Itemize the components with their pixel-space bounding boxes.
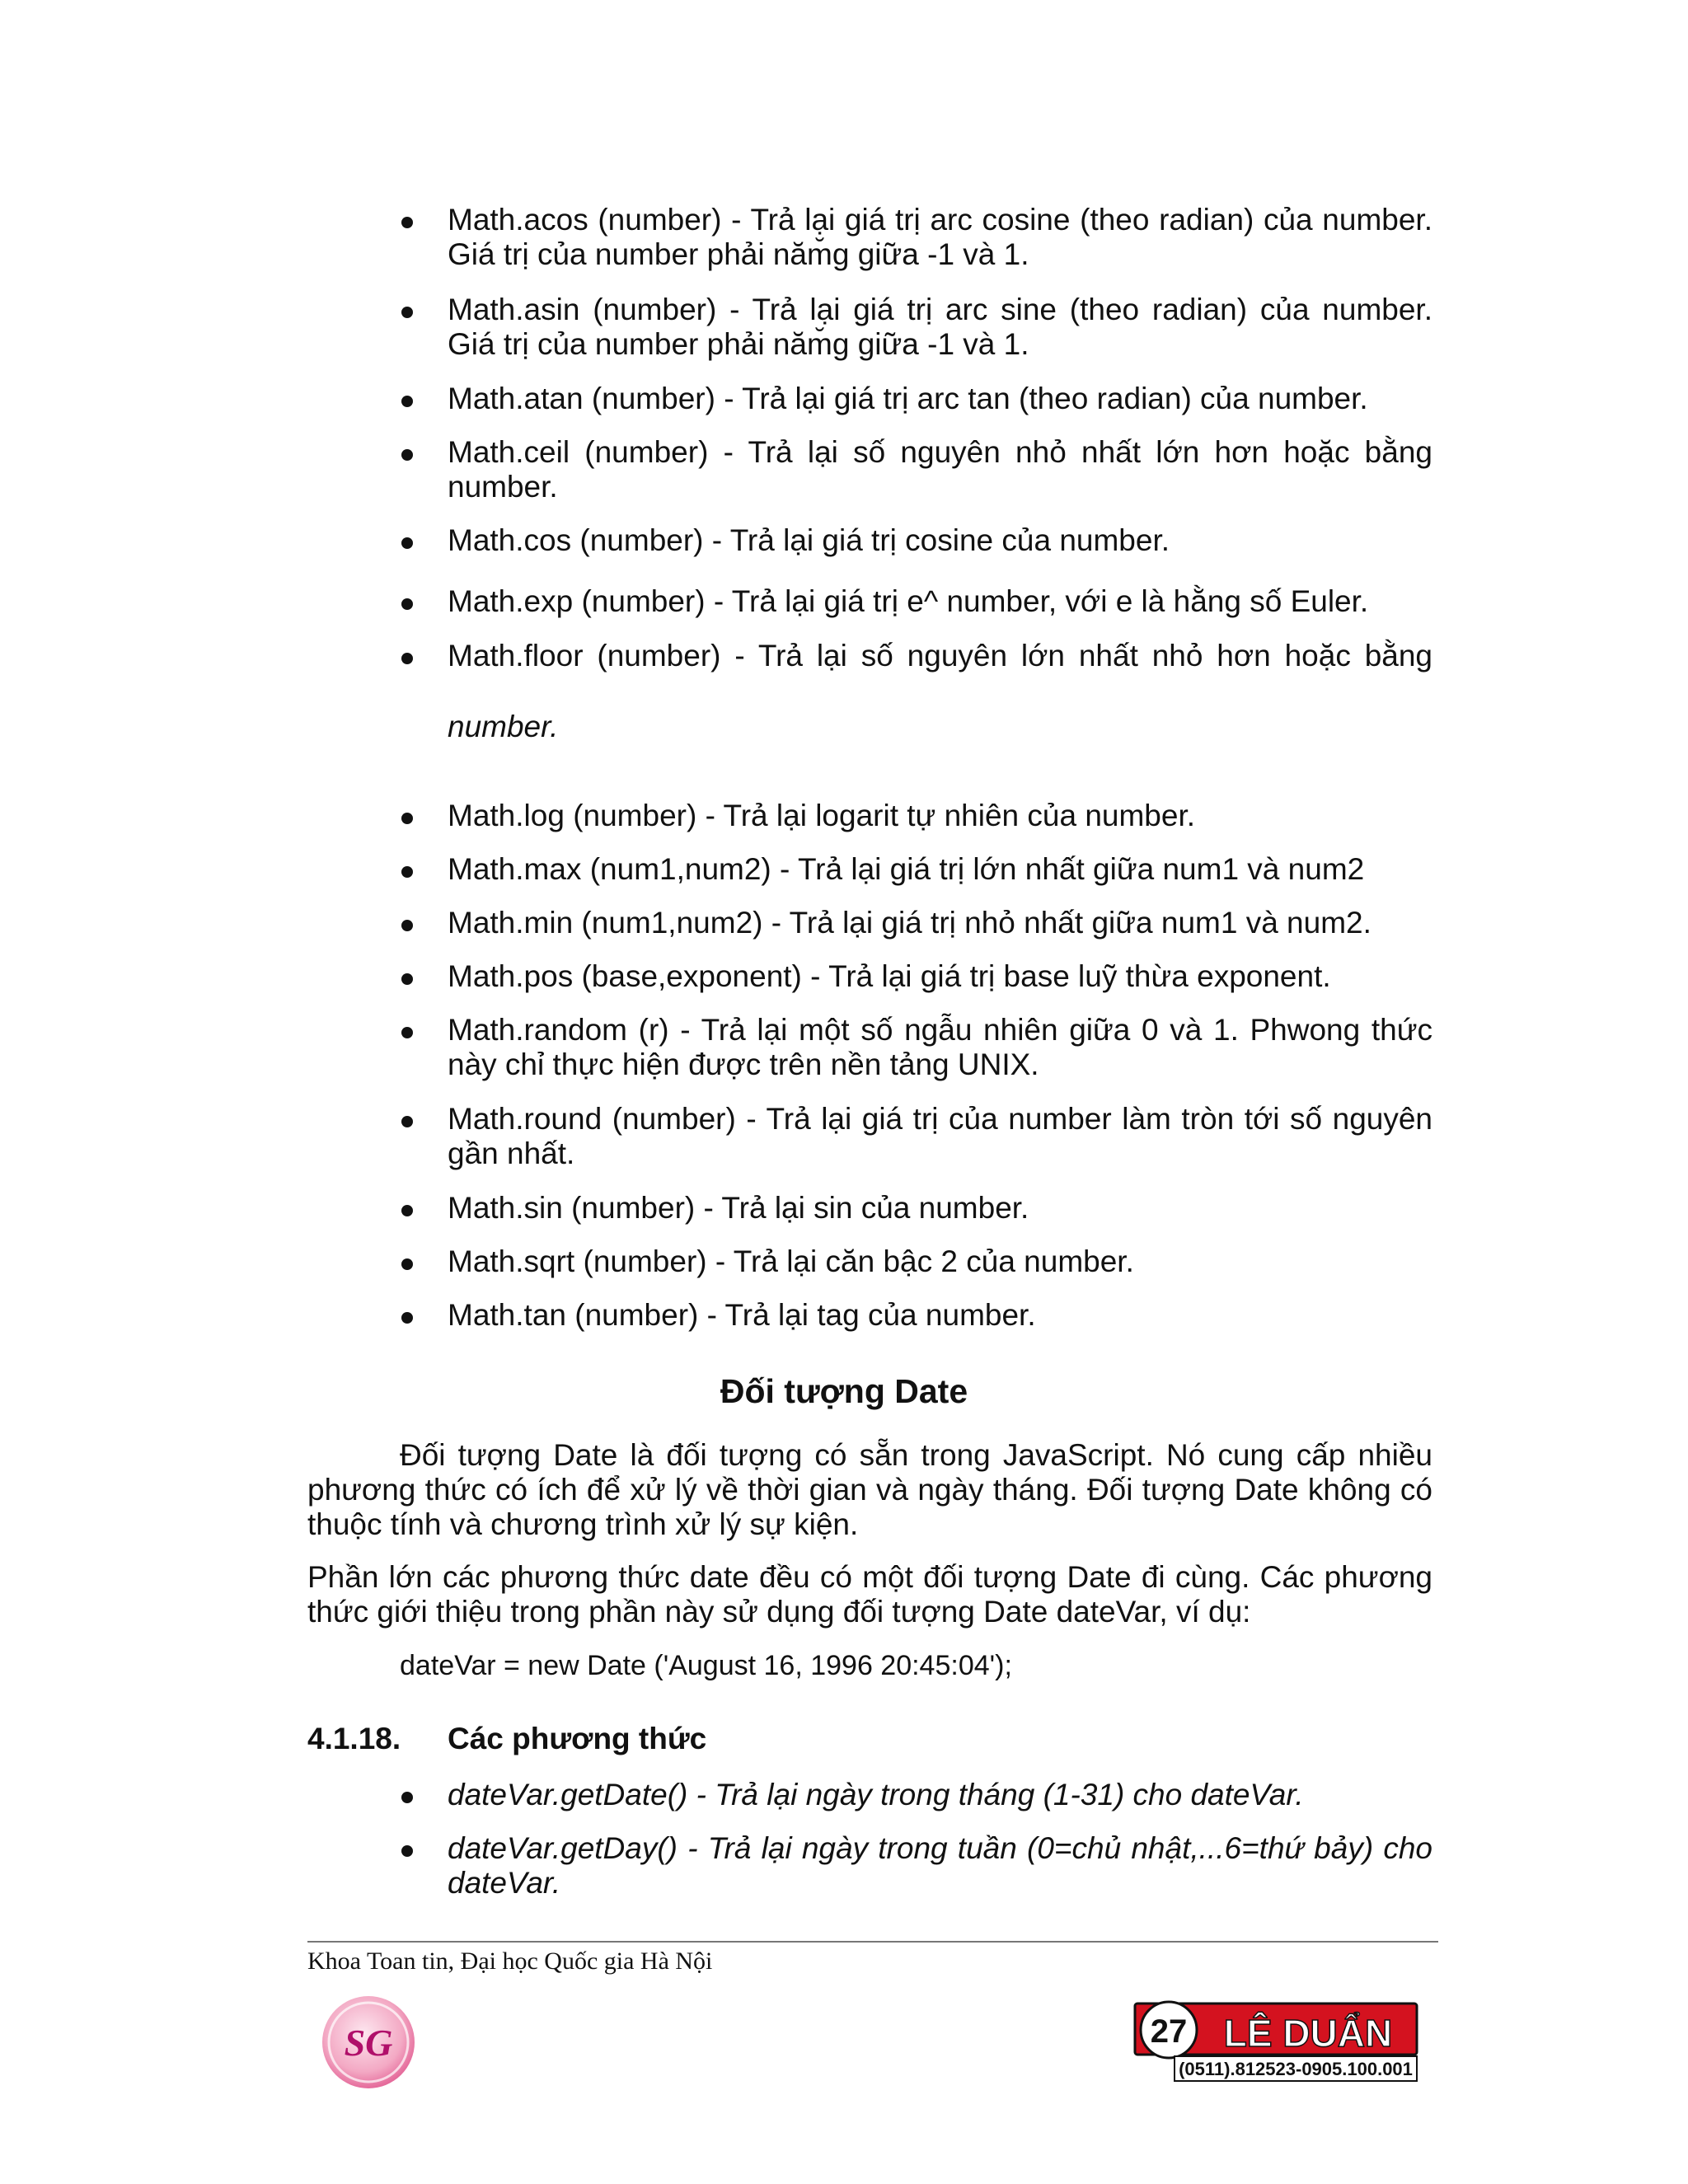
footer-text: Khoa Toan tin, Đại học Quốc gia Hà Nội (307, 1947, 713, 1975)
list-item-text: Math.random (r) - Trả lại một số ngẫu nhiên giữa 0 và 1. Phwong thức này chỉ thực hiện được trên nền tảng UNIX. (448, 1013, 1432, 1081)
sg-logo (319, 1993, 418, 2092)
list-item-text: Math.log (number) - Trả lại logarit tự nhiên của number. (448, 799, 1196, 832)
bullet-icon (401, 1027, 413, 1038)
paragraph-usage: Phần lớn các phương thức date đều có một đối tượng Date đi cùng. Các phương thức giới thiệu trong phần này sử dụng đối tượng Date dateVar, ví dụ: (307, 1560, 1432, 1629)
section-heading-date-object: Đối tượng Date (720, 1372, 968, 1410)
bullet-icon (401, 920, 413, 931)
list-item-text: Math.asin (number) - Trả lại giá trị arc sine (theo radian) của number. Giá trị của number phải năm̆g giữa -1 và 1. (448, 293, 1432, 361)
list-item-text: Math.tan (number) - Trả lại tag của number. (448, 1298, 1036, 1332)
bullet-icon (401, 653, 413, 664)
list-item-text: Math.exp (number) - Trả lại giá trị e^ number, với e là hằng số Euler. (448, 584, 1369, 618)
le-duan-logo (1133, 1997, 1422, 2083)
bullet-icon (401, 1312, 413, 1324)
section-title: Các phương thức (448, 1722, 707, 1755)
bullet-icon (401, 449, 413, 461)
svg-text:SG: SG (344, 2022, 393, 2064)
bullet-icon (401, 537, 413, 549)
list-item-text: dateVar.getDay() - Trả lại ngày trong tuần (0=chủ nhật,...6=thứ bảy) cho dateVar. (448, 1831, 1432, 1900)
footer-divider (307, 1941, 1438, 1943)
paragraph-intro: Đối tượng Date là đối tượng có sẵn trong JavaScript. Nó cung cấp nhiều phương thức có ích để xử lý về thời gian và ngày tháng. Đối tượng Date không có thuộc tính và chương trình xử lý sự kiện. (307, 1438, 1432, 1541)
bullet-icon (401, 1205, 413, 1216)
code-example: dateVar = new Date ('August 16, 1996 20:45:04'); (400, 1650, 1012, 1681)
bullet-icon (401, 1116, 413, 1127)
list-item-text: Math.sin (number) - Trả lại sin của number. (448, 1191, 1029, 1225)
bullet-icon (401, 1792, 413, 1803)
list-item-text: Math.floor (number) - Trả lại số nguyên lớn nhất nhỏ hơn hoặc bằng (448, 639, 1432, 673)
bullet-icon (401, 217, 413, 228)
bullet-icon (401, 1258, 413, 1270)
section-number: 4.1.18. (307, 1722, 401, 1755)
list-item-continuation: number. (448, 710, 559, 743)
bullet-icon (401, 307, 413, 318)
bullet-icon (401, 396, 413, 407)
bullet-icon (401, 598, 413, 610)
bullet-icon (401, 813, 413, 824)
list-item-text: Math.sqrt (number) - Trả lại căn bậc 2 của number. (448, 1244, 1134, 1278)
logo-phone: (0511).812523-0905.100.001 (1179, 2059, 1413, 2079)
list-item-text: Math.atan (number) - Trả lại giá trị arc tan (theo radian) của number. (448, 382, 1368, 415)
logo-name: LÊ DUẨN (1223, 2012, 1393, 2055)
list-item-text: Math.acos (number) - Trả lại giá trị arc cosine (theo radian) của number. Giá trị của number phải năm̆g giữa -1 và 1. (448, 203, 1432, 271)
bullet-icon (401, 866, 413, 878)
list-item-text: dateVar.getDate() - Trả lại ngày trong tháng (1-31) cho dateVar. (448, 1778, 1304, 1811)
bullet-icon (401, 973, 413, 985)
list-item-text: Math.round (number) - Trả lại giá trị của number làm tròn tới số nguyên gần nhất. (448, 1102, 1432, 1170)
list-item-text: Math.max (num1,num2) - Trả lại giá trị lớn nhất giữa num1 và num2 (448, 852, 1365, 886)
logo-number: 27 (1150, 2013, 1188, 2050)
list-item-text: Math.pos (base,exponent) - Trả lại giá trị base luỹ thừa exponent. (448, 959, 1331, 993)
list-item-text: Math.ceil (number) - Trả lại số nguyên nhỏ nhất lớn hơn hoặc bằng number. (448, 435, 1432, 504)
list-item-text: Math.cos (number) - Trả lại giá trị cosine của number. (448, 523, 1170, 557)
list-item-text: Math.min (num1,num2) - Trả lại giá trị nhỏ nhất giữa num1 và num2. (448, 906, 1372, 940)
bullet-icon (401, 1845, 413, 1857)
